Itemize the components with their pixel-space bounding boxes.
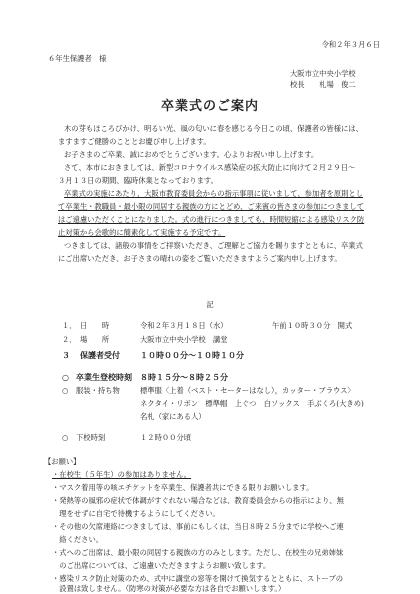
- body-line: さて、本市におきましては、新型コロナウイルス感染症の拡大防止に向けて２月２９日～: [64, 163, 356, 172]
- ki-heading: 記: [206, 300, 214, 309]
- body-line: お子さまのご卒業、誠におめでとうございます。心よりお祝い申し上げます。: [64, 150, 319, 159]
- detail-num: １．: [62, 321, 77, 330]
- clothing-line: 名札（家にある人）: [140, 412, 206, 421]
- clothing-label: 服装・持ち物: [76, 386, 120, 395]
- issue-date: 令和２年３月６日: [321, 40, 380, 49]
- detail-num: ２．: [62, 335, 77, 344]
- note-line: ・式へのご出席は、最小限の同居する親族の方のみとします。ただし、在校生の兄弟姉妹: [52, 548, 344, 557]
- principal-name: 校長 札場 俊二: [290, 80, 356, 89]
- detail-label: 日 時: [80, 321, 110, 330]
- dismissal-value: １２時００分頃: [140, 433, 192, 442]
- body-line: ますますご健勝のこととお慶び申し上げます。: [58, 137, 211, 146]
- notes-heading: 【お願い】: [44, 457, 81, 466]
- clothing-section: [62, 386, 392, 426]
- body-line: はご遠慮いただくことになりました。式の進行につきましても、時間短縮による感染リスク防: [58, 215, 365, 224]
- recipient: ６年生保護者 様: [48, 54, 107, 63]
- note-line: ・マスク着用等の咳エチケットを卒業生、保護者共にできる限りお願いします。: [52, 483, 314, 492]
- body-line: て卒業生・教職員・最小限の同居する親族の方にとどめ、ご来賓の皆さまの参加につきまして: [58, 202, 365, 211]
- detail-label: 卒業生登校時刻: [76, 372, 132, 382]
- clothing-num: ○: [62, 386, 69, 395]
- dismissal-num: ○: [62, 433, 69, 442]
- detail-num: ３: [62, 350, 70, 360]
- detail-value: 大阪市立中央小学校 講堂: [140, 335, 228, 344]
- body-line: 止対策から会歌的に簡素化して実施する予定です。: [58, 228, 226, 237]
- note-line: ・感染リスク防止対策のため、式中に講堂の窓等を開けて換気するとともに、ストーブの: [52, 574, 344, 583]
- note-line: 理をせずに自宅で待機するようにしてください。: [52, 509, 220, 518]
- school-name: 大阪市立中央小学校: [290, 69, 356, 78]
- note-line: 絡ください。: [52, 535, 104, 544]
- body-line: ３月１３日の期間、臨時休業となっております。: [58, 176, 218, 185]
- note-line: ・発熱等の風邪の症状で体調がすぐれない場合などは、教育委員会からの指示により、無: [52, 496, 344, 505]
- detail-num: ○: [62, 372, 69, 382]
- note-line: ・在校生（５年生）の参加はありません。: [52, 470, 192, 479]
- note-line: ・その他の欠席連絡につきましては、事前にもしくは、当日８時２５分までに学校へご連: [52, 522, 344, 531]
- clothing-line: 標準服〈上着（ベスト・セーターはなし），カッター・ブラウス〉: [140, 386, 355, 395]
- detail-label: 保護者受付: [80, 350, 120, 360]
- detail-value: １０時００分～１０時１０分: [140, 350, 244, 360]
- note-line: 設置は致しません。（防寒の対策が必要な方は各自でお願いします。）: [52, 584, 286, 593]
- body-line: にご出席いただき、お子さまの晴れの姿をご覧いただきますようご案内申し上げます。: [58, 254, 342, 263]
- clothing-line: ネクタイ・リボン 標準帽 上ぐつ 白ソックス 手ぶくろ(大きめ): [140, 399, 364, 408]
- dismissal-label: 下校時刻: [76, 433, 106, 442]
- detail-label: 場 所: [80, 335, 110, 344]
- detail-value: ８時１５分～８時２５分: [140, 372, 228, 382]
- page-title: 卒業式のご案内: [160, 99, 259, 114]
- detail-value: 令和２年３月１８日（水）: [140, 321, 228, 330]
- detail-extra: 午前１０時３０分 開式: [272, 321, 353, 330]
- body-line: 卒業式の実施にあたり、大阪市教育委員会からの指示事項に従いまして、参加者を原則とし: [64, 189, 364, 198]
- note-line: のご出席については、ご遠慮いただきますようお願い致します。: [52, 561, 271, 570]
- body-line: 木の芽もほころびかけ、明るい光、風の匂いに春を感じる今日この頃、保護者の皆様には、: [64, 124, 363, 133]
- body-line: つきましては、諸般の事情をご拝察いただき、ご理解とご協力を賜りますとともに、卒業式: [64, 241, 363, 250]
